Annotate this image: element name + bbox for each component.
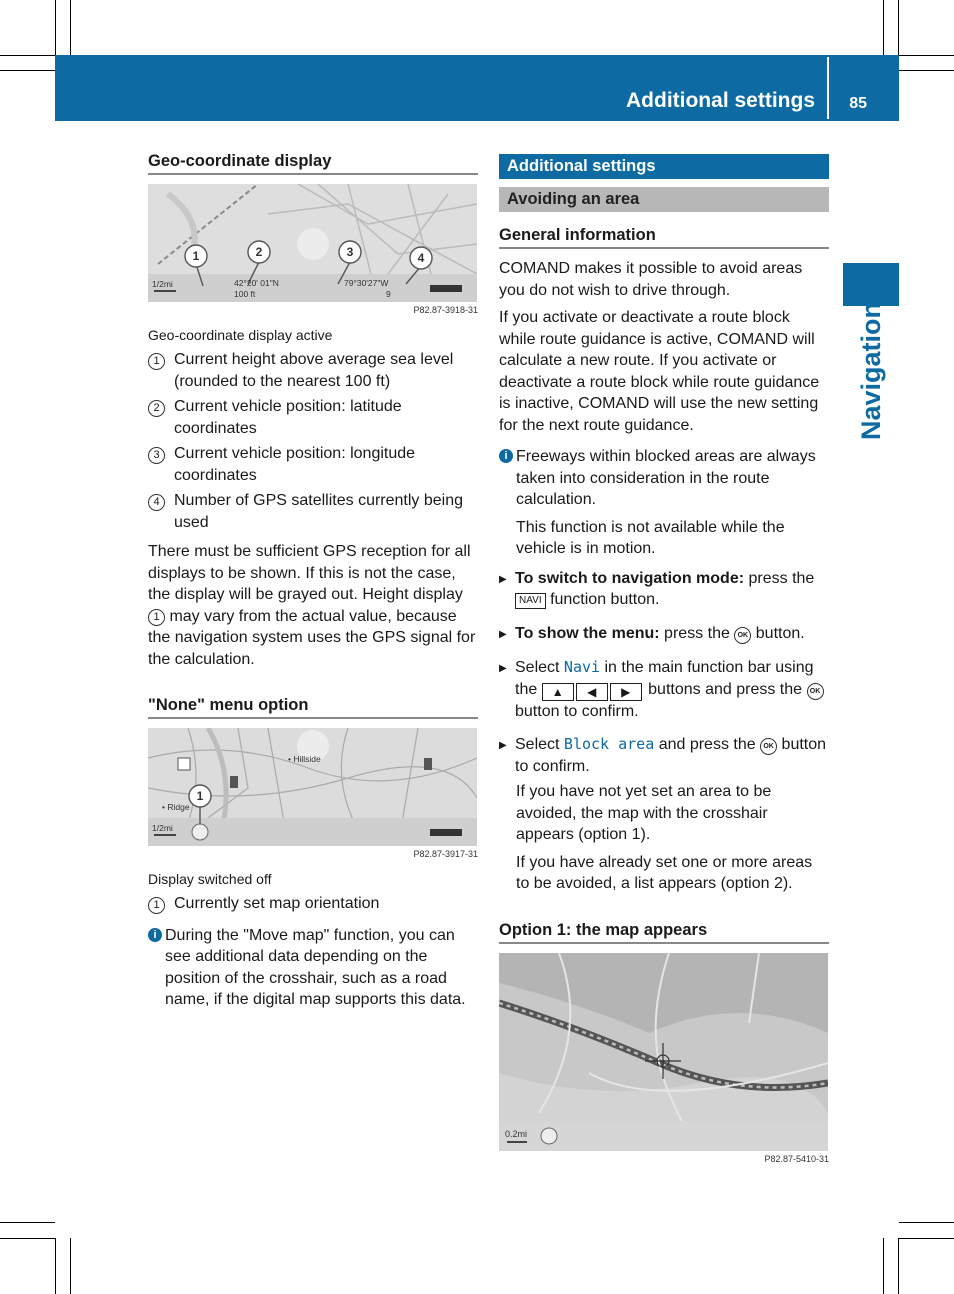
crop-mark: [0, 70, 55, 71]
geo-callout-4: 4: [417, 251, 425, 265]
section-bar-avoiding: Avoiding an area: [499, 187, 829, 212]
step-arrow-icon: ▶: [499, 573, 507, 585]
right-column: [499, 154, 829, 1164]
step-arrow-icon: ▶: [499, 740, 507, 751]
geo-callout-1: 1: [192, 249, 200, 263]
crop-mark: [899, 1238, 954, 1239]
geo-callout-2: 2: [255, 245, 263, 259]
general-heading: General information: [499, 226, 829, 249]
crop-mark: [898, 0, 899, 55]
crop-mark: [0, 1222, 55, 1223]
crop-mark: [899, 1222, 954, 1223]
signal-bars-icon: [430, 829, 462, 836]
geo-map-code: P82.87-3918-31: [413, 305, 478, 315]
geo-lat-readout: 42°20' 01"N: [234, 278, 279, 288]
section-bar-additional: Additional settings: [499, 154, 829, 179]
crop-mark: [898, 1238, 899, 1294]
option1-heading: Option 1: the map appears: [499, 921, 829, 944]
crop-mark: [55, 1238, 56, 1294]
none-callout-1: 1: [196, 789, 204, 803]
info-icon: i: [499, 449, 513, 463]
step-arrow-icon: ▶: [499, 628, 507, 640]
crop-mark: [899, 70, 954, 71]
geo-lon-readout: 79°30'27"W: [344, 278, 389, 288]
step-item: ▶ Select Block area and press the OK button to confirm.: [499, 734, 829, 777]
step-item: ▶ To show the menu: press the OK button.: [499, 623, 829, 646]
list-item: 1 Currently set map orientation: [148, 893, 478, 915]
page-header: [55, 55, 899, 121]
geo-alt-readout: 100 ft: [234, 289, 256, 299]
list-item: 4 Number of GPS satellites currently being used: [148, 490, 478, 533]
map-label: • Ridge: [162, 802, 190, 812]
map-scale: 1/2mi: [152, 823, 173, 833]
side-tab-label: Navigation: [856, 301, 886, 440]
paragraph: COMAND makes it possible to avoid areas you do not wish to drive through.: [499, 260, 803, 299]
crop-mark: [55, 0, 56, 55]
crop-mark: [70, 1238, 71, 1294]
crop-mark: [0, 1238, 55, 1239]
left-column: [148, 152, 478, 1017]
crop-mark: [70, 0, 71, 55]
step-item: ▶ Select Navi in the main function bar using the ▲ ◀ ▶ buttons and press the OK button to confirm.: [499, 657, 829, 722]
map-label: • Hillside: [288, 754, 321, 764]
step-paragraph: If you have not yet set an area to be avoided, the map with the crosshair appears (option 1).: [516, 783, 772, 843]
fuel-icon: [230, 776, 238, 788]
map-orientation-icon: [192, 824, 208, 840]
list-item: 2 Current vehicle position: latitude coordinates: [148, 396, 478, 439]
info-note: i Freeways within blocked areas are always taken into consideration in the route calculation.: [499, 446, 829, 511]
crop-mark: [883, 1238, 884, 1294]
step-item: ▶ To switch to navigation mode: press the NAVI function button.: [499, 568, 829, 611]
crop-mark: [0, 55, 55, 56]
option1-map-code: P82.87-5410-31: [764, 1153, 829, 1164]
none-caption: Display switched off: [148, 871, 272, 887]
geo-heading: Geo-coordinate display: [148, 152, 478, 175]
paragraph: If you activate or deactivate a route block while route guidance is active, COMAND will calculate a new route. If you activate or deactivate a route block while route guidance is inactive, COMAND will use the new setting for the next route guidance.: [499, 309, 820, 434]
info-note: i During the "Move map" function, you can see additional data depending on the position of the crosshair, such as a road name, if the digital map supports this data.: [148, 925, 478, 1011]
option1-map-image: [499, 953, 828, 1151]
header-divider: [827, 57, 829, 119]
geo-callout-3: 3: [346, 245, 354, 259]
list-item: 3 Current vehicle position: longitude coordinates: [148, 443, 478, 486]
side-tab-marker: [843, 263, 899, 306]
info-paragraph: This function is not available while the vehicle is in motion.: [516, 518, 785, 557]
geo-map-image: [148, 184, 477, 302]
navi-key-icon: NAVI: [515, 593, 546, 609]
ok-button-icon: OK: [734, 627, 751, 644]
ok-button-icon: OK: [807, 683, 824, 700]
map-scale: 0.2mi: [505, 1128, 528, 1139]
list-item: 1 Current height above average sea level (rounded to the nearest 100 ft): [148, 349, 478, 392]
crop-mark: [899, 55, 954, 56]
geo-caption: Geo-coordinate display active: [148, 327, 333, 343]
none-heading: "None" menu option: [148, 696, 478, 719]
none-map-image: [148, 728, 477, 846]
up-arrow-key-icon: ▲: [542, 683, 574, 701]
none-map-code: P82.87-3917-31: [413, 849, 478, 859]
info-icon: i: [148, 928, 162, 942]
geo-paragraph: There must be sufficient GPS reception for all displays to be shown. If this is not the case, the display will be grayed out. Height display 1 may vary from the actual value, because the navigation system uses the GPS signal for the calculation.: [148, 543, 476, 668]
signal-bars-icon: [430, 285, 462, 292]
map-scale: 1/2mi: [152, 279, 173, 289]
geo-sat-readout: 9: [386, 289, 391, 299]
left-arrow-key-icon: ◀: [576, 683, 608, 701]
map-orientation-icon: [541, 1128, 557, 1144]
crop-mark: [883, 0, 884, 55]
page-number: 85: [849, 95, 867, 112]
step-arrow-icon: ▶: [499, 663, 507, 674]
fuel-icon: [424, 758, 432, 770]
header-title: Additional settings: [626, 89, 815, 112]
compass-icon: [178, 758, 190, 770]
right-arrow-key-icon: ▶: [610, 683, 642, 701]
step-paragraph: If you have already set one or more areas to be avoided, a list appears (option 2).: [516, 853, 813, 892]
ok-button-icon: OK: [760, 738, 777, 755]
